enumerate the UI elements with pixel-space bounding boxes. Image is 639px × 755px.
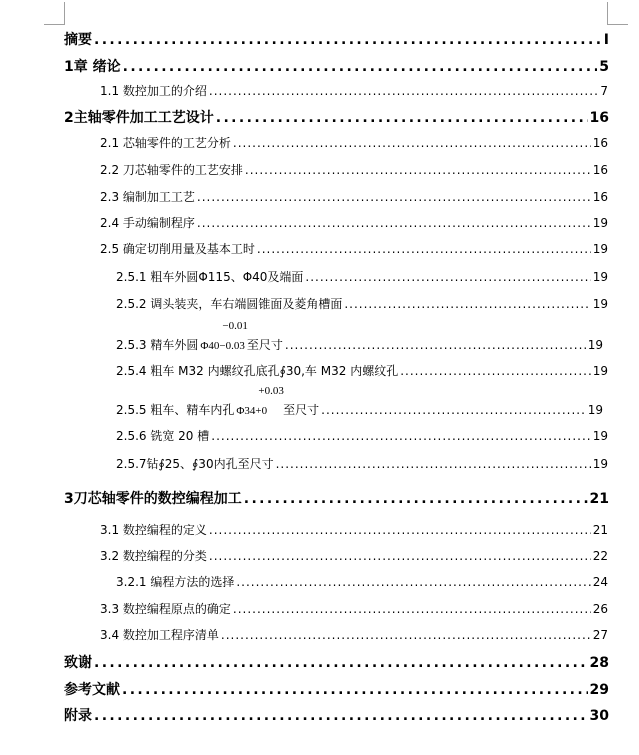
toc-entry-title: 致谢	[64, 655, 92, 671]
toc-entry[interactable]	[64, 652, 609, 672]
toc-entry[interactable]	[116, 455, 608, 475]
toc-entry[interactable]	[100, 214, 608, 234]
toc-entry[interactable]	[64, 56, 609, 76]
dot-leader	[94, 32, 602, 48]
toc-entry[interactable]	[116, 385, 603, 421]
corner-mark-top-right	[607, 2, 608, 25]
dot-leader	[285, 338, 586, 352]
dot-leader	[257, 242, 591, 256]
dot-leader	[233, 136, 591, 150]
page-number: 19	[592, 297, 608, 311]
dot-leader	[276, 457, 591, 471]
page-number: 19	[592, 364, 608, 378]
dot-leader	[209, 523, 591, 537]
toc-entry-title: 3刀芯轴零件的数控编程加工	[64, 491, 242, 507]
toc-entry-title: 2.3 编制加工工艺	[100, 190, 195, 204]
toc-entry[interactable]	[100, 188, 608, 208]
formula-base: Φ34	[236, 405, 256, 417]
page-number: 29	[589, 682, 609, 698]
dot-leader	[122, 682, 588, 698]
toc-entry-title: 附录	[64, 708, 92, 724]
toc-entry-title: 2.5.7钻∮25、∮30内孔至尺寸	[116, 457, 274, 471]
toc-entry-title: 1章 绪论	[64, 59, 121, 75]
dot-leader	[209, 549, 591, 563]
toc-entry[interactable]	[116, 320, 603, 356]
page-number: 5	[599, 59, 609, 75]
toc-entry[interactable]	[64, 107, 609, 127]
formula-base: Φ40	[200, 340, 220, 352]
dot-leader	[94, 708, 588, 724]
page-number: 28	[589, 655, 609, 671]
formula-lower-deviation: −0.03	[219, 340, 245, 352]
toc-entry[interactable]	[100, 626, 608, 646]
toc-entry[interactable]	[116, 268, 608, 288]
corner-mark-top-right	[607, 24, 628, 25]
dot-leader	[221, 628, 591, 642]
toc-entry[interactable]	[100, 240, 608, 260]
page-number: 16	[592, 136, 608, 150]
page-number: 19	[587, 338, 603, 352]
dot-leader	[123, 59, 598, 75]
toc-entry[interactable]	[116, 573, 608, 593]
corner-mark-top-left	[64, 2, 65, 25]
toc-entry-title: 2.5.1 粗车外圆Φ115、Φ40及端面	[116, 270, 304, 284]
toc-entry-title: 2主轴零件加工工艺设计	[64, 110, 214, 126]
toc-entry-title: 1.1 数控加工的介绍	[100, 84, 207, 98]
toc-entry[interactable]	[116, 295, 608, 315]
toc-entry-title: 2.4 手动编制程序	[100, 216, 195, 230]
page-number: 7	[600, 84, 608, 98]
toc-entry-title: 2.5 确定切削用量及基本工时	[100, 242, 255, 256]
page-number: 16	[592, 163, 608, 177]
toc-entry-title: 3.2.1 编程方法的选择	[116, 575, 235, 589]
dot-leader	[233, 602, 591, 616]
toc-entry[interactable]	[64, 488, 609, 508]
toc-entry-title: 3.3 数控编程原点的确定	[100, 602, 231, 616]
dot-leader	[197, 216, 591, 230]
toc-entry-title: 2.5.4 粗车 M32 内螺纹孔底孔∮30,车 M32 内螺纹孔	[116, 364, 399, 378]
toc-entry-title: 2.5.6 铣宽 20 槽	[116, 429, 210, 443]
corner-mark-top-left	[44, 24, 65, 25]
page-number: 27	[592, 628, 608, 642]
toc-entry[interactable]	[100, 82, 608, 102]
dot-leader	[236, 575, 590, 589]
toc-entry[interactable]	[100, 600, 608, 620]
dot-leader	[197, 190, 591, 204]
page-number: I	[603, 32, 609, 48]
page-number: 19	[587, 403, 603, 417]
toc-entry[interactable]	[116, 427, 608, 447]
page-number: 19	[592, 457, 608, 471]
toc-entry-title: 2.1 芯轴零件的工艺分析	[100, 136, 231, 150]
toc-entry[interactable]	[64, 679, 609, 699]
tolerance-formula	[236, 385, 284, 417]
page-number: 19	[592, 242, 608, 256]
dot-leader	[94, 655, 588, 671]
toc-entry-title: 摘要	[64, 32, 92, 48]
formula-upper-deviation: −0.01	[222, 320, 248, 332]
formula-upper-deviation: +0.03	[258, 385, 284, 397]
toc-entry[interactable]	[100, 161, 608, 181]
page-number: 24	[592, 575, 608, 589]
toc-entry[interactable]	[64, 705, 609, 725]
toc-entry-title: 2.5.5 粗车、精车内孔	[116, 403, 235, 417]
dot-leader	[344, 297, 590, 311]
dot-leader	[305, 270, 590, 284]
page-number: 16	[592, 190, 608, 204]
page-number: 26	[592, 602, 608, 616]
dot-leader	[400, 364, 591, 378]
page-number: 16	[589, 110, 609, 126]
dot-leader	[245, 163, 591, 177]
page-number: 19	[592, 429, 608, 443]
dot-leader	[216, 110, 588, 126]
toc-entry[interactable]	[100, 134, 608, 154]
toc-entry-title: 3.4 数控加工程序清单	[100, 628, 219, 642]
page-number: 22	[592, 549, 608, 563]
tolerance-formula	[200, 320, 248, 352]
dot-leader	[209, 84, 598, 98]
toc-entry-title: 2.2 刀芯轴零件的工艺安排	[100, 163, 243, 177]
toc-entry[interactable]	[116, 362, 608, 382]
toc-entry-title: 参考文献	[64, 682, 120, 698]
toc-entry-title: 2.5.3 精车外圆	[116, 338, 199, 352]
toc-entry-title: 3.2 数控编程的分类	[100, 549, 207, 563]
dot-leader	[211, 429, 590, 443]
page-number: 19	[592, 270, 608, 284]
page-number: 30	[589, 708, 609, 724]
toc-entry[interactable]	[100, 547, 608, 567]
page-number: 19	[592, 216, 608, 230]
toc-entry-suffix: 至尺寸	[246, 338, 283, 352]
toc-entry-title: 3.1 数控编程的定义	[100, 523, 207, 537]
page-number: 21	[589, 491, 609, 507]
dot-leader	[244, 491, 588, 507]
toc-entry[interactable]	[100, 521, 608, 541]
formula-lower-deviation: +0	[255, 405, 268, 417]
page-number: 21	[592, 523, 608, 537]
toc-entry-title: 2.5.2 调头装夹，车右端圆锥面及菱角槽面	[116, 297, 343, 311]
toc-entry[interactable]	[64, 29, 609, 49]
toc-entry-suffix: 至尺寸	[283, 403, 320, 417]
dot-leader	[321, 403, 586, 417]
